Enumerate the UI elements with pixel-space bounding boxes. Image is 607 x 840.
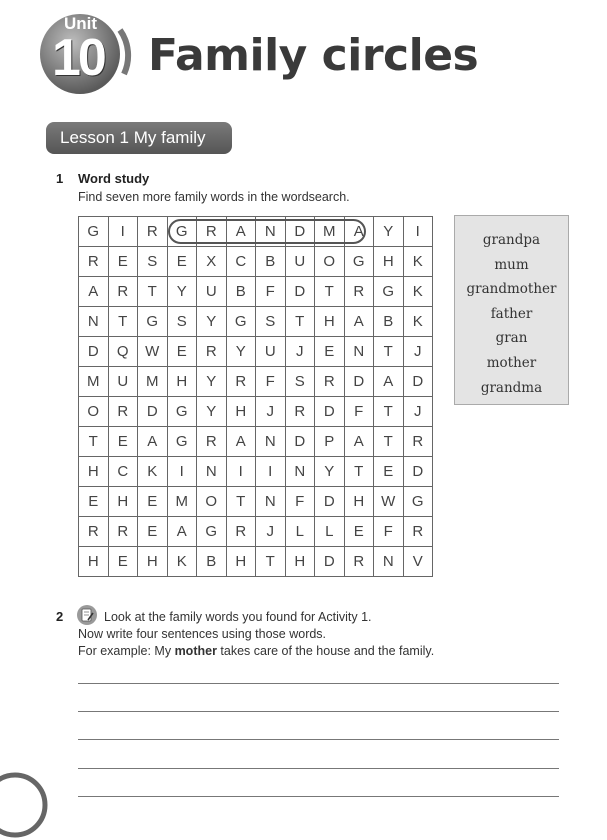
- grid-cell[interactable]: H: [315, 307, 345, 337]
- grid-cell[interactable]: R: [108, 517, 138, 547]
- grid-cell[interactable]: N: [79, 307, 109, 337]
- grid-cell[interactable]: B: [374, 307, 404, 337]
- grid-cell[interactable]: Q: [108, 337, 138, 367]
- grid-cell[interactable]: D: [403, 367, 433, 397]
- grid-cell[interactable]: D: [315, 487, 345, 517]
- grid-cell[interactable]: E: [138, 517, 168, 547]
- writing-line-5[interactable]: [78, 796, 559, 797]
- grid-cell[interactable]: N: [256, 217, 286, 247]
- grid-cell[interactable]: W: [138, 337, 168, 367]
- wordsearch-grid[interactable]: [78, 216, 433, 577]
- unit-label: Unit: [64, 14, 98, 33]
- grid-cell[interactable]: D: [315, 547, 345, 577]
- activity-2-line-1: Look at the family words you found for Activity 1.: [104, 610, 372, 624]
- word-list-item: mum: [494, 256, 529, 273]
- example-suffix: takes care of the house and the family.: [216, 644, 435, 658]
- grid-cell[interactable]: N: [197, 457, 227, 487]
- grid-cell[interactable]: X: [197, 247, 227, 277]
- grid-cell[interactable]: R: [197, 427, 227, 457]
- grid-cell[interactable]: F: [256, 367, 286, 397]
- grid-cell[interactable]: C: [108, 457, 138, 487]
- activity-2-line-2: Now write four sentences using those words.: [78, 627, 327, 641]
- grid-row: [79, 277, 433, 307]
- grid-cell[interactable]: T: [374, 427, 404, 457]
- grid-cell[interactable]: M: [138, 367, 168, 397]
- grid-row: [79, 247, 433, 277]
- grid-cell[interactable]: T: [374, 397, 404, 427]
- grid-cell[interactable]: I: [256, 457, 286, 487]
- grid-cell[interactable]: L: [315, 517, 345, 547]
- grid-cell[interactable]: F: [256, 277, 286, 307]
- grid-cell[interactable]: K: [403, 277, 433, 307]
- grid-cell[interactable]: O: [315, 247, 345, 277]
- grid-cell[interactable]: A: [226, 217, 256, 247]
- grid-cell[interactable]: V: [403, 547, 433, 577]
- grid-row: [79, 427, 433, 457]
- grid-cell[interactable]: R: [79, 247, 109, 277]
- grid-cell[interactable]: R: [79, 517, 109, 547]
- grid-cell[interactable]: K: [403, 307, 433, 337]
- grid-row: [79, 517, 433, 547]
- grid-cell[interactable]: G: [344, 247, 374, 277]
- word-list-item: gran: [495, 330, 528, 347]
- grid-cell[interactable]: D: [315, 397, 345, 427]
- grid-cell[interactable]: G: [167, 427, 197, 457]
- grid-row: [79, 397, 433, 427]
- unit-number: 10: [52, 29, 104, 87]
- grid-cell[interactable]: O: [197, 487, 227, 517]
- grid-cell[interactable]: N: [344, 337, 374, 367]
- grid-cell[interactable]: H: [344, 487, 374, 517]
- grid-cell[interactable]: J: [403, 397, 433, 427]
- grid-cell[interactable]: E: [138, 487, 168, 517]
- grid-cell[interactable]: R: [403, 517, 433, 547]
- grid-cell[interactable]: E: [108, 547, 138, 577]
- grid-cell[interactable]: A: [138, 427, 168, 457]
- page-corner-decoration: [0, 770, 50, 840]
- grid-cell[interactable]: E: [108, 247, 138, 277]
- lesson-banner: [46, 122, 232, 154]
- activity-2-number: 2: [56, 609, 64, 624]
- grid-cell[interactable]: S: [138, 247, 168, 277]
- grid-cell[interactable]: E: [167, 337, 197, 367]
- grid-cell[interactable]: Y: [197, 367, 227, 397]
- grid-cell[interactable]: T: [285, 307, 315, 337]
- grid-cell[interactable]: J: [256, 517, 286, 547]
- grid-cell[interactable]: T: [108, 307, 138, 337]
- grid-cell[interactable]: N: [285, 457, 315, 487]
- example-bold-word: mother: [174, 644, 217, 658]
- grid-cell[interactable]: U: [256, 337, 286, 367]
- grid-cell[interactable]: G: [226, 307, 256, 337]
- word-list-item: father: [490, 305, 533, 322]
- grid-cell[interactable]: G: [167, 217, 197, 247]
- grid-cell[interactable]: H: [167, 367, 197, 397]
- grid-cell[interactable]: M: [315, 217, 345, 247]
- grid-cell[interactable]: R: [197, 217, 227, 247]
- grid-cell[interactable]: A: [344, 307, 374, 337]
- grid-cell[interactable]: W: [374, 487, 404, 517]
- pencil-notebook-icon: [76, 604, 98, 626]
- grid-cell[interactable]: A: [79, 277, 109, 307]
- grid-cell[interactable]: G: [403, 487, 433, 517]
- grid-cell[interactable]: U: [285, 247, 315, 277]
- grid-row: [79, 487, 433, 517]
- grid-cell[interactable]: D: [285, 217, 315, 247]
- lesson-name: My family: [133, 128, 206, 147]
- grid-row: [79, 337, 433, 367]
- grid-cell[interactable]: C: [226, 247, 256, 277]
- grid-cell[interactable]: J: [403, 337, 433, 367]
- grid-cell[interactable]: R: [226, 517, 256, 547]
- activity-1-title: Word study: [78, 171, 150, 186]
- grid-cell[interactable]: Y: [374, 217, 404, 247]
- grid-row: [79, 457, 433, 487]
- grid-cell[interactable]: R: [138, 217, 168, 247]
- grid-cell[interactable]: D: [344, 367, 374, 397]
- grid-cell[interactable]: B: [197, 547, 227, 577]
- grid-cell[interactable]: K: [403, 247, 433, 277]
- found-word-oval: [168, 219, 366, 244]
- grid-cell[interactable]: H: [79, 457, 109, 487]
- grid-cell[interactable]: H: [79, 547, 109, 577]
- grid-cell[interactable]: H: [226, 547, 256, 577]
- grid-cell[interactable]: K: [138, 457, 168, 487]
- grid-cell[interactable]: T: [138, 277, 168, 307]
- grid-cell[interactable]: S: [285, 367, 315, 397]
- activity-1-number: 1: [56, 171, 64, 186]
- grid-cell[interactable]: J: [285, 337, 315, 367]
- grid-cell[interactable]: F: [344, 397, 374, 427]
- grid-cell[interactable]: F: [374, 517, 404, 547]
- page-title: Family circles: [148, 30, 479, 81]
- grid-row: [79, 547, 433, 577]
- grid-cell[interactable]: A: [344, 427, 374, 457]
- grid-cell[interactable]: R: [108, 277, 138, 307]
- grid-cell[interactable]: M: [79, 367, 109, 397]
- grid-cell[interactable]: T: [374, 337, 404, 367]
- word-list: [455, 216, 568, 400]
- grid-cell[interactable]: R: [344, 277, 374, 307]
- grid-cell[interactable]: G: [374, 277, 404, 307]
- grid-cell[interactable]: I: [108, 217, 138, 247]
- word-list-item: mother: [486, 354, 537, 371]
- word-list-item: grandmother: [466, 281, 557, 298]
- grid-cell[interactable]: D: [285, 427, 315, 457]
- grid-cell[interactable]: T: [79, 427, 109, 457]
- grid-cell[interactable]: D: [285, 277, 315, 307]
- grid-cell[interactable]: O: [79, 397, 109, 427]
- grid-cell[interactable]: M: [167, 487, 197, 517]
- grid-cell[interactable]: R: [344, 547, 374, 577]
- grid-cell[interactable]: A: [344, 217, 374, 247]
- writing-line-2[interactable]: [78, 711, 559, 712]
- grid-row: [79, 307, 433, 337]
- example-prefix: For example: My: [78, 644, 175, 658]
- grid-cell[interactable]: I: [167, 457, 197, 487]
- grid-cell[interactable]: D: [403, 457, 433, 487]
- grid-cell[interactable]: I: [403, 217, 433, 247]
- grid-cell[interactable]: H: [138, 547, 168, 577]
- grid-cell[interactable]: E: [167, 247, 197, 277]
- grid-cell[interactable]: U: [197, 277, 227, 307]
- grid-cell[interactable]: E: [108, 427, 138, 457]
- grid-cell[interactable]: D: [79, 337, 109, 367]
- activity-2-example: [78, 644, 434, 658]
- grid-cell[interactable]: Y: [197, 397, 227, 427]
- grid-cell[interactable]: L: [285, 517, 315, 547]
- word-list-item: grandpa: [482, 232, 541, 248]
- grid-cell[interactable]: H: [226, 397, 256, 427]
- writing-line-3[interactable]: [78, 739, 559, 740]
- grid-cell[interactable]: J: [256, 397, 286, 427]
- grid-cell[interactable]: G: [167, 397, 197, 427]
- grid-cell[interactable]: E: [79, 487, 109, 517]
- grid-cell[interactable]: R: [108, 397, 138, 427]
- grid-cell[interactable]: E: [374, 457, 404, 487]
- grid-cell[interactable]: G: [79, 217, 109, 247]
- grid-cell[interactable]: A: [374, 367, 404, 397]
- grid-cell[interactable]: U: [108, 367, 138, 397]
- grid-cell[interactable]: Y: [315, 457, 345, 487]
- grid-cell[interactable]: N: [256, 487, 286, 517]
- grid-cell[interactable]: Y: [167, 277, 197, 307]
- grid-cell[interactable]: R: [315, 367, 345, 397]
- grid-cell[interactable]: P: [315, 427, 345, 457]
- grid-cell[interactable]: H: [285, 547, 315, 577]
- grid-row: [79, 367, 433, 397]
- grid-cell[interactable]: B: [256, 247, 286, 277]
- grid-cell[interactable]: R: [226, 367, 256, 397]
- writing-line-4[interactable]: [78, 768, 559, 769]
- grid-cell[interactable]: E: [344, 517, 374, 547]
- grid-cell[interactable]: A: [167, 517, 197, 547]
- word-list-box: [454, 215, 569, 405]
- writing-line-1[interactable]: [78, 683, 559, 684]
- grid-cell[interactable]: R: [197, 337, 227, 367]
- word-list-item: grandma: [480, 379, 543, 396]
- grid-cell[interactable]: T: [344, 457, 374, 487]
- grid-cell[interactable]: E: [315, 337, 345, 367]
- grid-cell[interactable]: H: [108, 487, 138, 517]
- grid-cell[interactable]: H: [374, 247, 404, 277]
- grid-cell[interactable]: T: [226, 487, 256, 517]
- grid-cell[interactable]: G: [197, 517, 227, 547]
- grid-cell[interactable]: R: [285, 397, 315, 427]
- grid-cell[interactable]: R: [403, 427, 433, 457]
- lesson-label: Lesson 1: [60, 128, 129, 147]
- grid-cell[interactable]: B: [226, 277, 256, 307]
- grid-cell[interactable]: T: [315, 277, 345, 307]
- grid-cell[interactable]: T: [256, 547, 286, 577]
- grid-cell[interactable]: S: [167, 307, 197, 337]
- grid-cell[interactable]: D: [138, 397, 168, 427]
- activity-1-instruction: Find seven more family words in the wordsearch.: [78, 190, 350, 204]
- grid-cell[interactable]: F: [285, 487, 315, 517]
- grid-cell[interactable]: G: [138, 307, 168, 337]
- grid-cell[interactable]: Y: [197, 307, 227, 337]
- grid-cell[interactable]: Y: [226, 337, 256, 367]
- grid-cell[interactable]: I: [226, 457, 256, 487]
- grid-cell[interactable]: N: [256, 427, 286, 457]
- grid-cell[interactable]: K: [167, 547, 197, 577]
- grid-cell[interactable]: N: [374, 547, 404, 577]
- grid-cell[interactable]: S: [256, 307, 286, 337]
- grid-cell[interactable]: A: [226, 427, 256, 457]
